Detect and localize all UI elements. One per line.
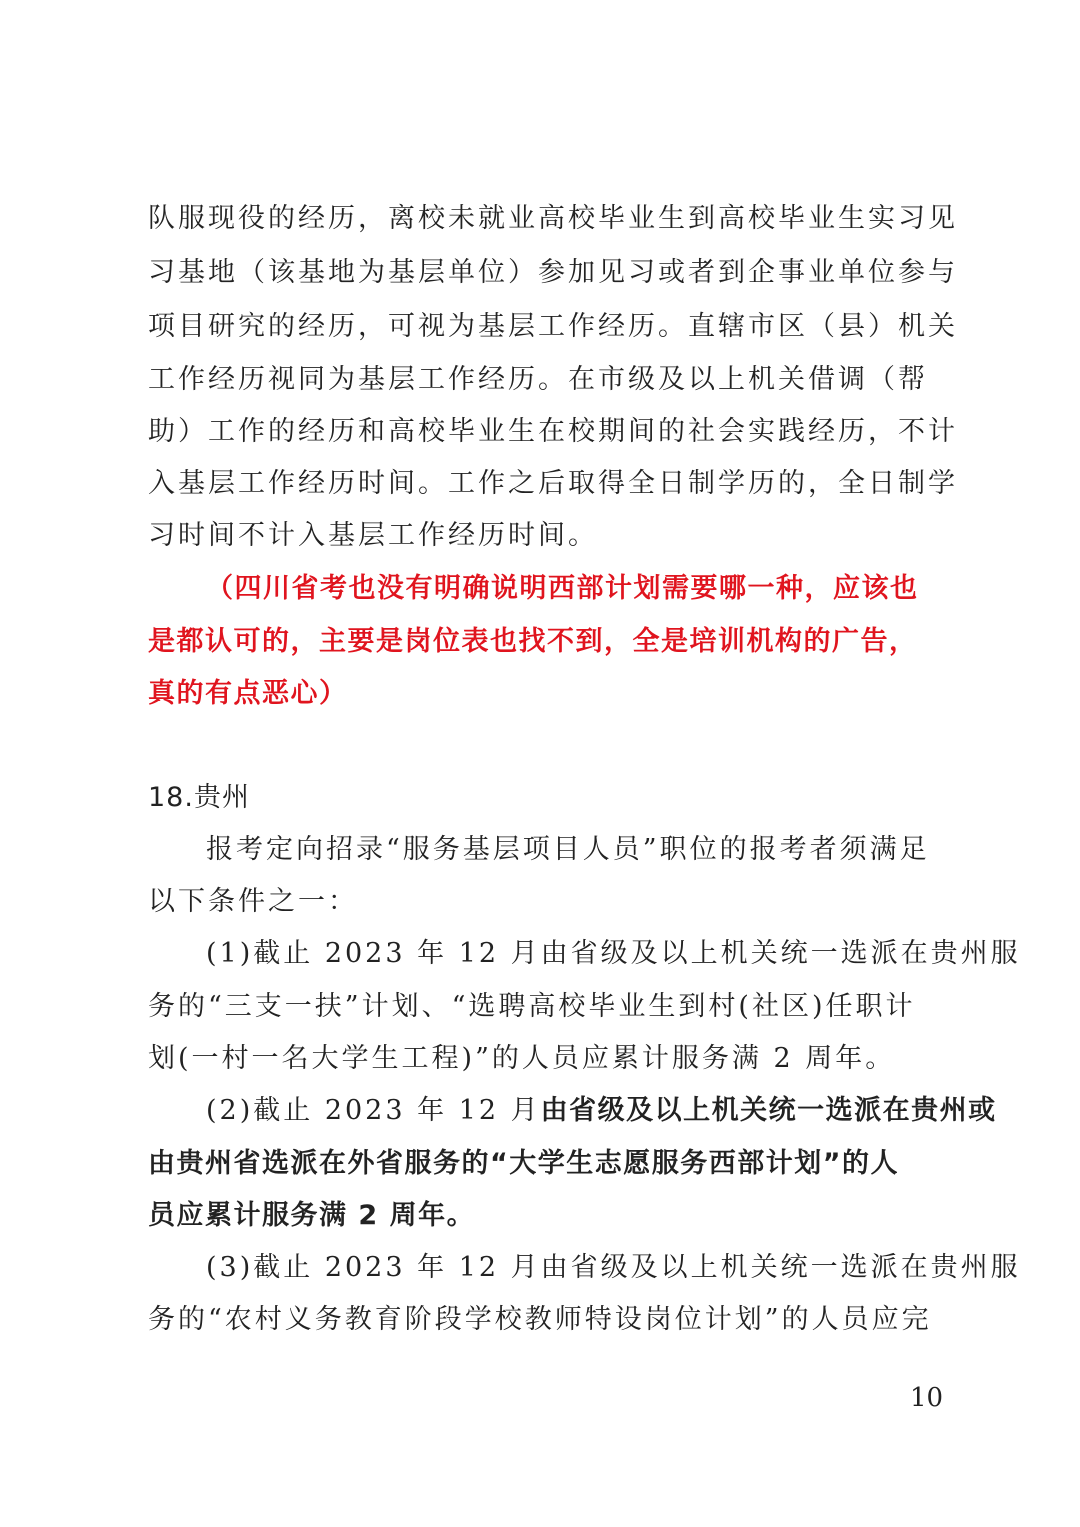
page-number: 10 — [910, 1383, 944, 1413]
comment-line: 是都认可的，主要是岗位表也找不到，全是培训机构的广告， — [148, 626, 918, 657]
item-2-bold-text: 由省级及以上机关统一选派在贵州或 — [540, 1095, 997, 1126]
item-1-line: 务的“三支一扶”计划、“选聘高校毕业生到村(社区)任职计 — [148, 991, 916, 1022]
item-3-line: (3)截止 2023 年 12 月由省级及以上机关统一选派在贵州服 — [206, 1252, 1021, 1283]
intro-line: 以下条件之一： — [148, 886, 358, 917]
paragraph-line: 助）工作的经历和高校毕业生在校期间的社会实践经历，不计 — [148, 416, 958, 447]
item-2-bold-line: 员应累计服务满 2 周年。 — [148, 1200, 476, 1231]
item-2-bold-line: 由贵州省选派在外省服务的“大学生志愿服务西部计划”的人 — [148, 1148, 899, 1179]
comment-line: （四川省考也没有明确说明西部计划需要哪一种，应该也 — [206, 573, 919, 604]
paragraph-line: 入基层工作经历时间。工作之后取得全日制学历的，全日制学 — [148, 468, 958, 499]
intro-line: 报考定向招录“服务基层项目人员”职位的报考者须满足 — [206, 834, 930, 865]
comment-line: 真的有点恶心） — [148, 678, 348, 709]
item-2-line — [206, 1091, 997, 1131]
item-1-line: (1)截止 2023 年 12 月由省级及以上机关统一选派在贵州服 — [206, 938, 1021, 969]
paragraph-line: 队服现役的经历，离校未就业高校毕业生到高校毕业生实习见 — [148, 203, 958, 234]
paragraph-line: 工作经历视同为基层工作经历。在市级及以上机关借调（帮 — [148, 364, 928, 395]
item-2-prefix: (2)截止 2023 年 12 月 — [206, 1095, 541, 1126]
item-3-line: 务的“农村义务教育阶段学校教师特设岗位计划”的人员应完 — [148, 1304, 932, 1335]
paragraph-line: 习基地（该基地为基层单位）参加见习或者到企事业单位参与 — [148, 257, 958, 288]
paragraph-line: 习时间不计入基层工作经历时间。 — [148, 520, 598, 551]
paragraph-line: 项目研究的经历，可视为基层工作经历。直辖市区（县）机关 — [148, 311, 958, 342]
section-heading: 18.贵州 — [148, 782, 250, 813]
item-1-line: 划(一村一名大学生工程)”的人员应累计服务满 2 周年。 — [148, 1043, 896, 1074]
